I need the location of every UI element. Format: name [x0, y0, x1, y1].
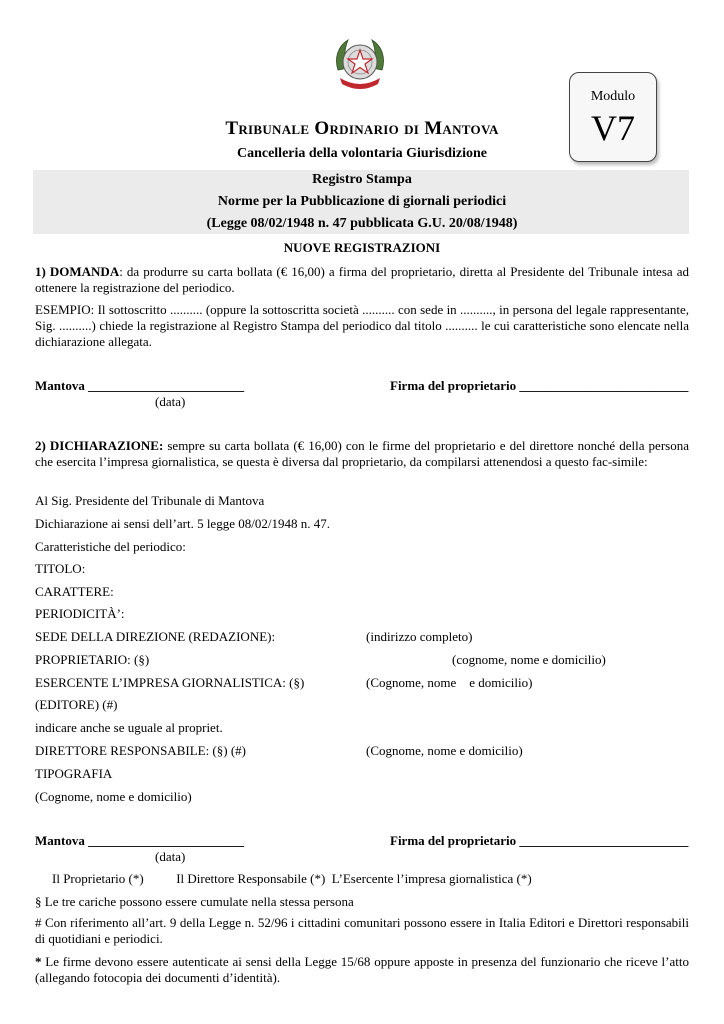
- tipografia-field: TIPOGRAFIA: [35, 766, 113, 781]
- addressee-line: Al Sig. Presidente del Tribunale di Mantova: [35, 493, 265, 508]
- star-symbol: *: [35, 954, 42, 969]
- esercente-field: ESERCENTE L’IMPRESA GIORNALISTICA: (§): [35, 675, 305, 690]
- star-note-text: Le firme devono essere autenticate ai sensi della Legge 15/68 oppure apposte in presenza del funzionario che riceve l’atto (allegando fotocopia dei documenti d’identità).: [35, 954, 689, 985]
- dichiarazione-text: sempre su carta bollata (€ 16,00) con le firme del proprietario e del direttore nonché della persona che esercita l’impresa giornalistica, se questa è diversa dal proprietario, da compilarsi attenendosi a questo fac-simile:: [35, 438, 689, 469]
- hash-note: # Con riferimento all’art. 9 della Legge n. 52/96 i cittadini comunitari possono essere in Italia Editori e Direttori responsabili di quotidiani e periodici.: [35, 915, 689, 946]
- section-heading: NUOVE REGISTRAZIONI: [283, 240, 441, 255]
- domanda-label: 1) DOMANDA: [35, 264, 120, 279]
- declaration-line: Dichiarazione ai sensi dell’art. 5 legge 08/02/1948 n. 47.: [35, 516, 330, 531]
- direttore-field: DIRETTORE RESPONSABILE: (§) (#): [35, 743, 247, 758]
- sede-note: (indirizzo completo): [366, 629, 473, 644]
- band-line-3: (Legge 08/02/1948 n. 47 pubblicata G.U. 20/08/1948): [206, 216, 518, 231]
- periodicita-field: PERIODICITÀ’:: [35, 606, 125, 621]
- characteristics-line: Caratteristiche del periodico:: [35, 539, 186, 554]
- signature-note: [35, 954, 689, 986]
- sede-field: SEDE DELLA DIREZIONE (REDAZIONE):: [35, 629, 276, 644]
- date-label-2: (data): [155, 849, 186, 864]
- proprietario-field: PROPRIETARIO: (§): [35, 652, 150, 667]
- esercente-note: (Cognome, nome e domicilio): [366, 675, 533, 690]
- page-title: Tribunale Ordinario di Mantova: [225, 118, 499, 139]
- dichiarazione-label: 2) DICHIARAZIONE:: [35, 438, 164, 453]
- titolo-field: TITOLO:: [35, 561, 86, 576]
- editore-note: indicare anche se uguale al propriet.: [35, 720, 223, 735]
- domanda-paragraph: [35, 264, 689, 296]
- italian-republic-emblem-icon: [330, 34, 390, 94]
- domanda-text: : da produrre su carta bollata (€ 16,00) a firma del proprietario, diretta al Presidente del Tribunale intesa ad ottenere la registrazione del periodico.: [35, 264, 689, 295]
- dichiarazione-paragraph: [35, 438, 689, 470]
- band-line-1: Registro Stampa: [312, 172, 412, 187]
- carattere-field: CARATTERE:: [35, 584, 114, 599]
- section-symbol-note: § Le tre cariche possono essere cumulate nella stessa persona: [35, 894, 354, 909]
- owner-signature-2: Firma del proprietario __________________________: [390, 833, 689, 848]
- roles-line: Il Proprietario (*) Il Direttore Responsabile (*) L’Esercente l’impresa giornalistica (*): [52, 871, 532, 886]
- date-label-1: (data): [155, 394, 186, 409]
- direttore-note: (Cognome, nome e domicilio): [366, 743, 523, 758]
- page-subtitle: Cancelleria della volontaria Giurisdizione: [236, 146, 488, 161]
- owner-signature-1: Firma del proprietario __________________________: [390, 378, 689, 393]
- editore-field: (EDITORE) (#): [35, 697, 118, 712]
- esempio-paragraph: ESEMPIO: Il sottoscritto .......... (oppure la sottoscritta società .......... con sede in .........., in persona del legale rappresentante, Sig. ..........) chiede la registrazione al Registro Stampa del periodico dal titolo .......... le cui caratteristiche sono elencate nella dichiarazione allegata.: [35, 302, 689, 349]
- signature-place-2: Mantova ________________________: [35, 833, 245, 848]
- modulo-label: Modulo: [590, 89, 636, 104]
- band-line-2: Norme per la Pubblicazione di giornali periodici: [217, 194, 507, 209]
- modulo-code: V7: [591, 108, 635, 148]
- signature-place-1: Mantova ________________________: [35, 378, 245, 393]
- proprietario-note: (cognome, nome e domicilio): [452, 652, 606, 667]
- tipografia-note: (Cognome, nome e domicilio): [35, 789, 192, 804]
